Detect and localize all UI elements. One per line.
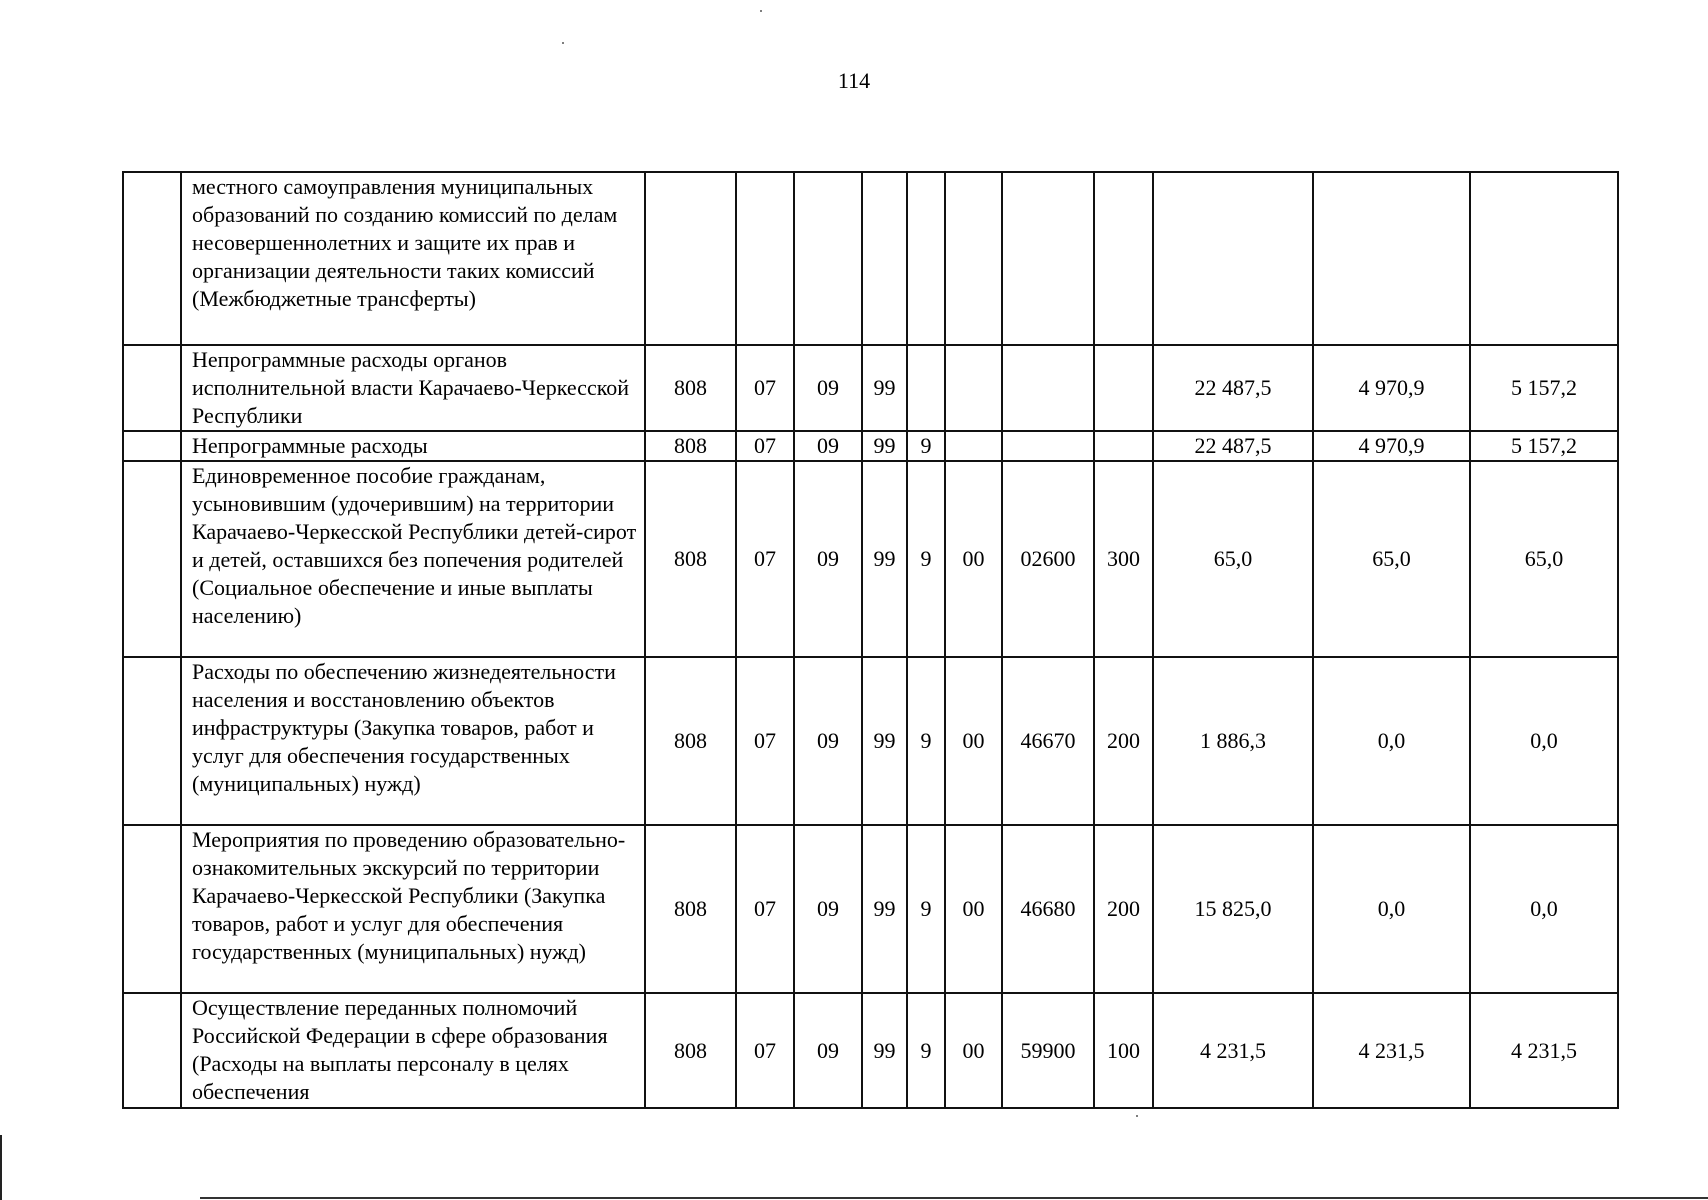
row-index-cell	[123, 825, 181, 993]
cell-y2	[1313, 172, 1470, 345]
cell-p2: 9	[907, 431, 945, 461]
budget-table	[122, 171, 1619, 1109]
cell-p3	[945, 345, 1002, 431]
cell-y2: 4 231,5	[1313, 993, 1470, 1108]
cell-ved: 808	[645, 825, 736, 993]
cell-pr: 09	[794, 825, 862, 993]
cell-y2: 4 970,9	[1313, 431, 1470, 461]
cell-p2: 9	[907, 461, 945, 657]
cell-p2: 9	[907, 825, 945, 993]
cell-vr	[1094, 431, 1153, 461]
cell-y3: 0,0	[1470, 657, 1618, 825]
cell-rz: 07	[736, 825, 794, 993]
cell-vr	[1094, 172, 1153, 345]
table-row	[123, 431, 1618, 461]
row-description: Единовременное пособие гражданам, усыновившим (удочерившим) на территории Карачаево-Черкесской Республики детей-сирот и детей, оставшихся без попечения родителей (Социальное обеспечение и иные выплаты населению)	[181, 461, 645, 657]
cell-y1: 65,0	[1153, 461, 1313, 657]
cell-vr: 200	[1094, 825, 1153, 993]
cell-rz: 07	[736, 431, 794, 461]
cell-rz	[736, 172, 794, 345]
cell-ved: 808	[645, 657, 736, 825]
cell-p4: 46680	[1002, 825, 1094, 993]
cell-p3: 00	[945, 825, 1002, 993]
cell-vr: 200	[1094, 657, 1153, 825]
cell-pr: 09	[794, 461, 862, 657]
cell-y1: 22 487,5	[1153, 431, 1313, 461]
row-description: местного самоуправления муниципальных образований по созданию комиссий по делам несовершеннолетних и защите их прав и организации деятельности таких комиссий (Межбюджетные трансферты)	[181, 172, 645, 345]
cell-p2	[907, 345, 945, 431]
row-index-cell	[123, 345, 181, 431]
cell-p2	[907, 172, 945, 345]
cell-p3: 00	[945, 461, 1002, 657]
cell-y2: 65,0	[1313, 461, 1470, 657]
cell-ved: 808	[645, 461, 736, 657]
table-row	[123, 993, 1618, 1108]
cell-p2: 9	[907, 993, 945, 1108]
cell-p3: 00	[945, 993, 1002, 1108]
cell-p1: 99	[862, 431, 907, 461]
cell-rz: 07	[736, 345, 794, 431]
cell-p4: 46670	[1002, 657, 1094, 825]
page-number: 114	[837, 68, 871, 93]
cell-p4: 02600	[1002, 461, 1094, 657]
cell-y1: 22 487,5	[1153, 345, 1313, 431]
table-row	[123, 172, 1618, 345]
scan-speck	[1136, 1115, 1138, 1117]
row-index-cell	[123, 657, 181, 825]
cell-y3: 4 231,5	[1470, 993, 1618, 1108]
row-index-cell	[123, 431, 181, 461]
scan-edge-left	[0, 1135, 2, 1200]
row-description: Расходы по обеспечению жизнедеятельности населения и восстановлению объектов инфраструктуры (Закупка товаров, работ и услуг для обеспечения государственных (муниципальных) нужд)	[181, 657, 645, 825]
cell-vr	[1094, 345, 1153, 431]
cell-p3: 00	[945, 657, 1002, 825]
row-description: Непрограммные расходы органов исполнительной власти Карачаево-Черкесской Республики	[181, 345, 645, 431]
cell-vr: 100	[1094, 993, 1153, 1108]
cell-ved	[645, 172, 736, 345]
scan-speck	[562, 42, 564, 44]
cell-pr: 09	[794, 431, 862, 461]
cell-rz: 07	[736, 993, 794, 1108]
cell-p1: 99	[862, 993, 907, 1108]
cell-y3: 65,0	[1470, 461, 1618, 657]
cell-ved: 808	[645, 345, 736, 431]
table-row	[123, 345, 1618, 431]
cell-y1: 4 231,5	[1153, 993, 1313, 1108]
cell-rz: 07	[736, 657, 794, 825]
cell-y2: 4 970,9	[1313, 345, 1470, 431]
cell-p4	[1002, 172, 1094, 345]
cell-y2: 0,0	[1313, 657, 1470, 825]
cell-vr: 300	[1094, 461, 1153, 657]
table-row	[123, 825, 1618, 993]
cell-p4: 59900	[1002, 993, 1094, 1108]
cell-p1	[862, 172, 907, 345]
table-body	[123, 172, 1618, 1108]
cell-ved: 808	[645, 993, 736, 1108]
cell-y2: 0,0	[1313, 825, 1470, 993]
cell-ved: 808	[645, 431, 736, 461]
scan-edge-bottom	[200, 1197, 1708, 1199]
cell-p1: 99	[862, 345, 907, 431]
cell-pr: 09	[794, 345, 862, 431]
cell-y1: 1 886,3	[1153, 657, 1313, 825]
cell-p3	[945, 172, 1002, 345]
table-row	[123, 461, 1618, 657]
cell-p2: 9	[907, 657, 945, 825]
cell-rz: 07	[736, 461, 794, 657]
cell-p4	[1002, 431, 1094, 461]
cell-y3: 5 157,2	[1470, 431, 1618, 461]
row-index-cell	[123, 172, 181, 345]
cell-y3	[1470, 172, 1618, 345]
table-row	[123, 657, 1618, 825]
cell-y1: 15 825,0	[1153, 825, 1313, 993]
cell-p1: 99	[862, 825, 907, 993]
cell-y3: 5 157,2	[1470, 345, 1618, 431]
cell-pr: 09	[794, 993, 862, 1108]
cell-p1: 99	[862, 657, 907, 825]
cell-pr: 09	[794, 657, 862, 825]
cell-y3: 0,0	[1470, 825, 1618, 993]
scan-speck	[760, 10, 762, 12]
cell-p3	[945, 431, 1002, 461]
row-index-cell	[123, 993, 181, 1108]
row-description: Осуществление переданных полномочий Российской Федерации в сфере образования (Расходы на выплаты персоналу в целях обеспечения	[181, 993, 645, 1108]
row-index-cell	[123, 461, 181, 657]
cell-p4	[1002, 345, 1094, 431]
cell-y1	[1153, 172, 1313, 345]
cell-pr	[794, 172, 862, 345]
row-description: Мероприятия по проведению образовательно-ознакомительных экскурсий по территории Карачаево-Черкесской Республики (Закупка товаров, работ и услуг для обеспечения государственных (муниципальных) нужд)	[181, 825, 645, 993]
row-description: Непрограммные расходы	[181, 431, 645, 461]
cell-p1: 99	[862, 461, 907, 657]
